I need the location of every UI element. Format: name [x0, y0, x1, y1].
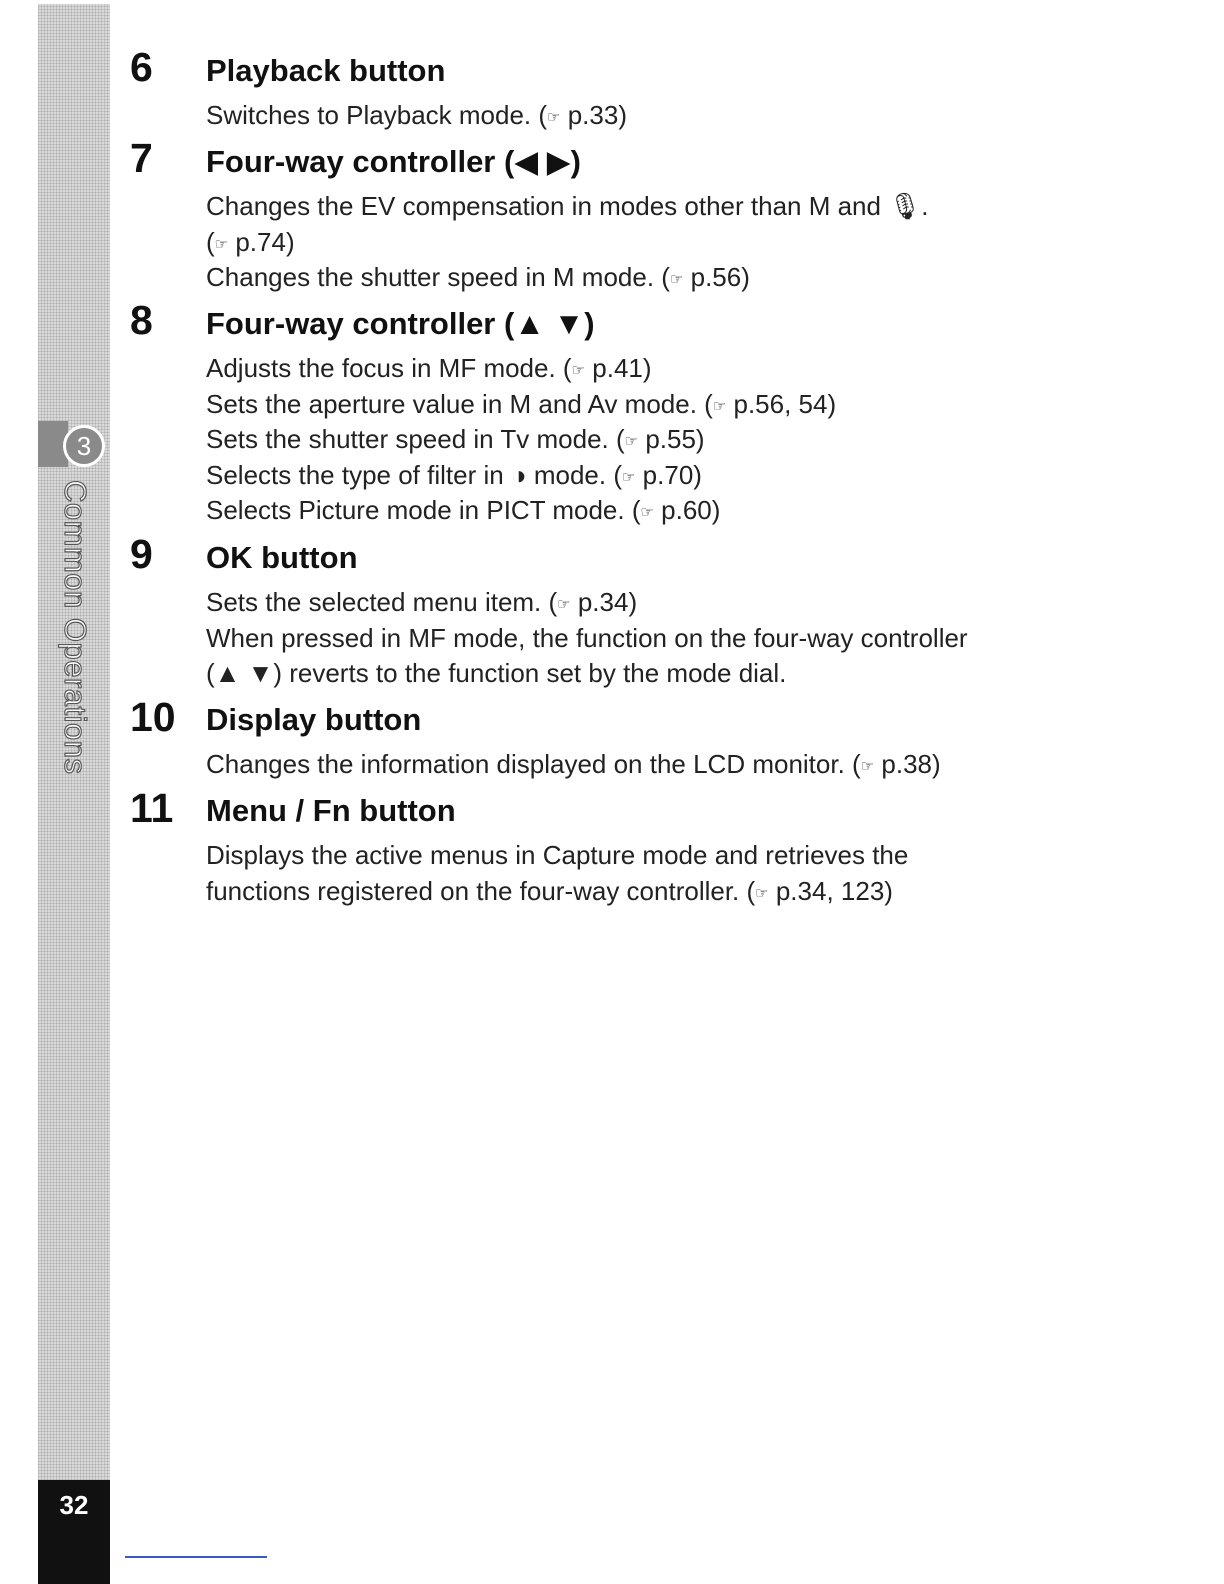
entry-number: 6	[130, 44, 153, 90]
desc-line: functions registered on the four-way controller. (☞ p.34, 123)	[206, 875, 893, 906]
page-reference-icon: ☞	[860, 758, 875, 775]
page-reference-icon: ☞	[547, 109, 561, 126]
entry-title: Four-way controller (◀ ▶)	[206, 144, 581, 179]
desc-line: Sets the selected menu item. (☞ p.34)	[206, 587, 638, 617]
desc-line: (☞ p.74)	[206, 226, 295, 257]
page-reference-icon: ☞	[622, 468, 636, 486]
desc-line: Selects the type of filter in ◑ mode. (☞ p.70)	[206, 459, 702, 490]
entry-title: Display button	[206, 702, 422, 737]
page-reference-icon: ☞	[669, 271, 684, 289]
desc-line: (▲ ▼) reverts to the function set by the mode dial.	[206, 658, 787, 689]
page-number: 32	[59, 1490, 89, 1520]
page-reference-icon: ☞	[557, 596, 571, 613]
page-reference-icon: ☞	[712, 397, 727, 415]
desc-line: Adjusts the focus in MF mode. (☞ p.41)	[206, 353, 652, 383]
desc-line: Changes the shutter speed in M mode. (☞ p.56)	[206, 262, 750, 293]
entry-description	[206, 747, 941, 783]
entry-title: Menu / Fn button	[206, 793, 456, 828]
entry-title: Playback button	[206, 53, 446, 88]
page-reference-icon: ☞	[571, 362, 586, 379]
entry-description	[206, 189, 928, 296]
page-reference-icon: ☞	[640, 504, 654, 522]
entry-number: 8	[130, 297, 153, 343]
desc-line: Sets the aperture value in M and Av mode. (☞ p.56, 54)	[206, 388, 837, 419]
desc-line: Sets the shutter speed in Tv mode. (☞ p.55)	[206, 424, 705, 455]
page-reference-icon: ☞	[624, 433, 639, 451]
entry-title: Four-way controller (▲ ▼)	[206, 306, 595, 341]
chapter-number: 3	[63, 425, 105, 467]
entry-description	[206, 98, 627, 134]
entry-description	[206, 585, 968, 692]
entry-title: OK button	[206, 540, 358, 575]
desc-line: Selects Picture mode in PICT mode. (☞ p.60)	[206, 495, 721, 526]
desc-line: When pressed in MF mode, the function on the four-way controller	[206, 622, 968, 653]
entry-number: 9	[130, 531, 153, 577]
desc-line: Changes the EV compensation in modes other than M and 🎙.	[206, 191, 929, 221]
page-reference-icon: ☞	[755, 884, 769, 902]
entry-description	[206, 351, 836, 529]
page-reference-icon: ☞	[214, 235, 229, 253]
entry-number: 11	[130, 785, 174, 831]
desc-line: Switches to Playback mode. (☞ p.33)	[206, 100, 627, 130]
entry-number: 10	[130, 694, 176, 740]
desc-line: Displays the active menus in Capture mode and retrieves the	[206, 840, 909, 870]
chapter-title: Common Operations	[58, 480, 93, 775]
entry-description	[206, 838, 908, 909]
bottom-rule	[125, 1556, 267, 1558]
desc-line: Changes the information displayed on the LCD monitor. (☞ p.38)	[206, 749, 941, 779]
entry-number: 7	[130, 135, 153, 181]
